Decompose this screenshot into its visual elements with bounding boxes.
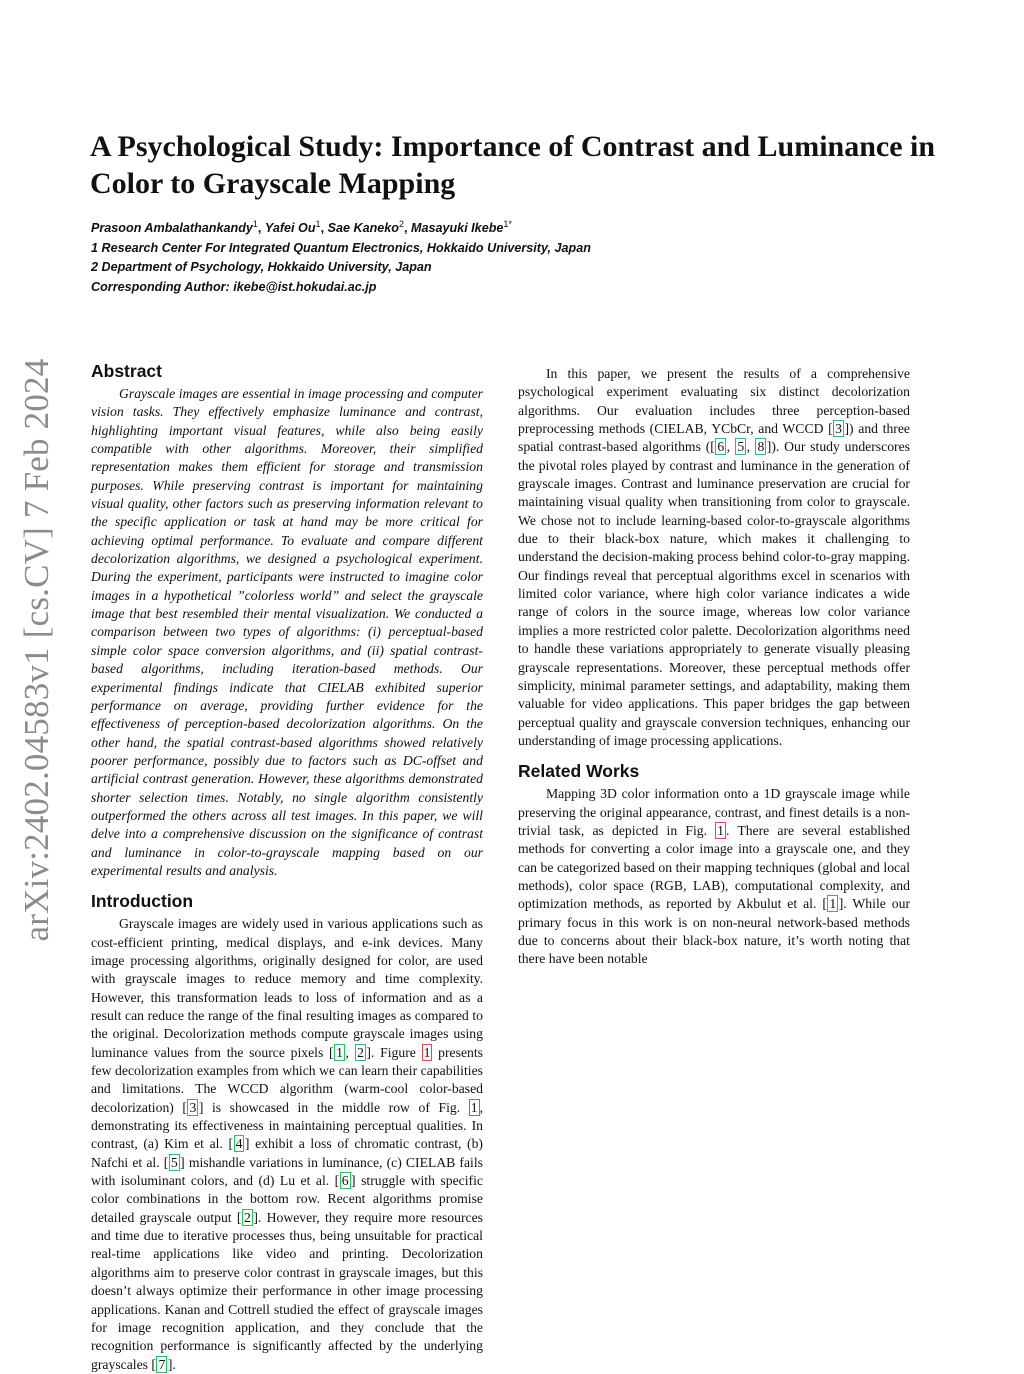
- citation-link[interactable]: 1: [336, 1044, 343, 1060]
- author-affiliation-mark: 2: [398, 219, 404, 229]
- author-name: Sae Kaneko: [327, 221, 399, 236]
- citation-link[interactable]: 3: [835, 421, 842, 437]
- paper-title: A Psychological Study: Importance of Contrast and Luminance in Color to Grayscale Mapping: [90, 130, 936, 200]
- abstract-text: Grayscale images are essential in image processing and computer vision tasks. They effectively emphasize luminance and contrast, highlighting important visual features, while also being easily compatible with other algorithms. Moreover, their simplified representation makes them efficient for storage and transmission purposes. While preserving contrast is important for maintaining visual quality, other factors such as preserving information relevant to the specific application or task at hand may be more critical for achieving optimal performance. To evaluate and compare different decolorization algorithms, we designed a psychological experiment. During the experiment, participants were instructed to imagine color images in a hypothetical ”colorless world” and select the grayscale image that best resembled their mental visualization. We conducted a comparison between two types of algorithms: (i) perceptual-based simple color space conversion algorithms, and (ii) spatial contrast-based algorithms, including iteration-based methods. Our experimental findings indicate that CIELAB exhibited superior performance on average, providing further evidence for the effectiveness of perception-based decolorization algorithms. On the other hand, the spatial contrast-based algorithms showed relatively poorer performance, possibly due to factors such as DC-offset and artificial contrast generation. However, these algorithms demonstrated shorter selection times. Notably, no single algorithm consistently outperformed the others across all test images. In this paper, we will delve into a comprehensive discussion on the significance of contrast and luminance in color-to-grayscale mapping based on our experimental results and analysis.: [91, 386, 483, 878]
- arxiv-identifier-stamp: [8, 360, 66, 940]
- arxiv-identifier: arXiv:2402.04583v1 [cs.CV] 7 Feb 2024: [17, 358, 56, 942]
- citation-link[interactable]: 4: [235, 1136, 243, 1152]
- right-column: [518, 365, 910, 969]
- related-works-paragraph: Mapping 3D color information onto a 1D grayscale image while preserving the original appearance, contrast, and finest details is a non-trivial task, as depicted in Fig. 1 . There are several established methods for converting a color image into a grayscale one, and they can be categorized based on their mapping techniques (global and local methods), color space (RGB, LAB), computational complexity, and optimization methods, as reported by Akbulut et al. [ 1 ]. While our primary focus in this work is on non-neural network-based methods due to concerns about their black-box nature, it’s worth noting that there have been notable: [518, 786, 910, 967]
- author-name: Prasoon Ambalathankandy: [91, 221, 253, 236]
- corresponding-author: Corresponding Author: ikebe@ist.hokudai.ac.jp: [91, 279, 377, 294]
- author-affiliation-mark: 1: [252, 219, 258, 229]
- author-affiliation-mark: 1*: [503, 219, 512, 229]
- author-name: Yafei Ou: [264, 221, 316, 236]
- affiliation-2: 2 Department of Psychology, Hokkaido University, Japan: [91, 260, 432, 275]
- citation-link[interactable]: 3: [189, 1099, 197, 1115]
- author-name: Masayuki Ikebe: [410, 221, 504, 236]
- author-affiliation-mark: 1: [315, 219, 321, 229]
- related-works-heading: Related Works: [518, 761, 640, 782]
- citation-link[interactable]: 5: [737, 439, 745, 455]
- citation-link[interactable]: 6: [717, 439, 725, 455]
- figure-reference-link[interactable]: 1: [423, 1044, 431, 1060]
- affiliation-1: 1 Research Center For Integrated Quantum Electronics, Hokkaido University, Japan: [91, 240, 591, 255]
- author-block: [91, 215, 851, 298]
- introduction-paragraph-1: Grayscale images are widely used in various applications such as cost-efficient printing, medical displays, and e-ink devices. Many image processing algorithms, originally designed for color, are used with grayscale images to reduce memory and time complexity. However, this transformation leads to loss of information and as a result can reduce the range of the final resulting images as compared to the original. Decolorization methods compute grayscale images using luminance values from the source pixels [ 1 , 2 ]. Figure 1 presents few decolorization examples from which we can learn their capabilities and limitations. The WCCD algorithm (warm-cool color-based decolorization) [ 3 ] is showcased in the middle row of Fig. 1 , demonstrating its effectiveness in maintaining perceptual qualities. In contrast, (a) Kim et al. [ 4 ] exhibit a loss of chromatic contrast, (b) Nafchi et al. [ 5 ] mishandle variations in luminance, (c) CIELAB fails with isoluminant colors, and (d) Lu et al. [ 6 ] struggle with specific color combinations in the bottom row. Recent algorithms promise detailed grayscale output [ 2 ]. However, they require more resources and time due to iterative processes thus, being unsuitable for practical real-time applications like video and printing. Decolorization algorithms aim to preserve color contrast in grayscale images, but this doesn’t always optimize their performance in other image processing applications. Kanan and Cottrell studied the effect of grayscale images for image recognition application, and they conclude that the recognition performance is significantly affected by the underlying grayscales [ 7 ].: [91, 916, 483, 1372]
- abstract-heading: Abstract: [91, 361, 162, 381]
- figure-reference-link[interactable]: 1: [470, 1099, 478, 1115]
- author-list: Prasoon Ambalathankandy$^1$, Yafei Ou$^1$, Sae Kaneko$^2$, Masayuki Ikebe$^{1*}$: [91, 219, 512, 236]
- citation-link[interactable]: 2: [243, 1209, 251, 1225]
- introduction-paragraph-2: In this paper, we present the results of a comprehensive psychological experiment evaluating six distinct decolorization algorithms. Our evaluation includes three perception-based preprocessing methods (CIELAB, YCbCr, and WCCD [ 3 ]) and three spatial contrast-based algorithms ([ 6 , 5 , 8 ]). Our study underscores the pivotal roles played by contrast and luminance in the generation of grayscale images. Contrast and luminance preservation are crucial for maintaining visual quality when transitioning from color to grayscale. We chose not to include learning-based color-to-grayscale algorithms due to their black-box nature, which makes it challenging to understand the decision-making process behind color-to-gray mapping. Our findings reveal that perceptual algorithms excel in scenarios with limited color variance, where high color variance indicates a wide range of colors in the source image, whereas low color variance implies a more restricted color palette. Decolorization algorithms need to handle these variations appropriately to generate visually pleasing grayscale representations. Moreover, these perceptual methods offer simplicity, minimal parameter settings, and adaptability, making them valuable for video applications. This paper bridges the gap between perceptual quality and grayscale conversion techniques, enhancing our understanding of image processing applications.: [518, 366, 911, 748]
- citation-link[interactable]: 1: [829, 896, 837, 912]
- citation-link[interactable]: 5: [170, 1154, 178, 1170]
- left-column: [91, 360, 483, 1374]
- citation-link[interactable]: 7: [158, 1356, 166, 1372]
- citation-link[interactable]: 2: [357, 1044, 364, 1060]
- introduction-heading: Introduction: [91, 891, 194, 912]
- figure-reference-link[interactable]: 1: [717, 822, 725, 838]
- citation-link[interactable]: 6: [341, 1173, 349, 1189]
- citation-link[interactable]: 8: [757, 439, 765, 455]
